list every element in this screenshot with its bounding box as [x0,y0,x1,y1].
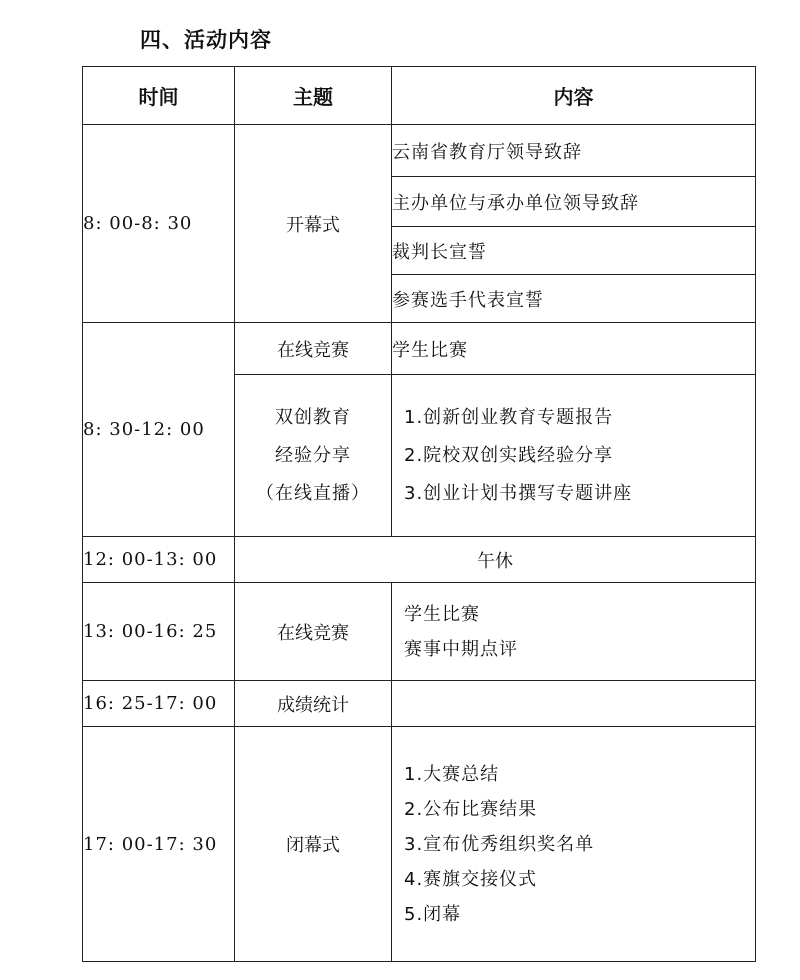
topic-cell: 在线竞赛 [235,323,392,375]
time-cell: 8: 30-12: 00 [83,323,235,537]
time-cell: 12: 00-13: 00 [83,537,235,583]
merged-cell: 午休 [235,537,756,583]
time-cell: 8: 00-8: 30 [83,125,235,323]
content-item: 2.公布比赛结果 [404,798,538,820]
content-item: 5.闭幕 [404,903,462,925]
table-row [83,727,756,962]
topic-cell: 在线竞赛 [235,583,392,681]
content-item: 3.宣布优秀组织奖名单 [404,833,595,855]
header-topic: 主题 [235,67,392,125]
time-cell: 17: 00-17: 30 [83,727,235,962]
content-item: 主办单位与承办单位领导致辞 [392,177,756,227]
schedule-table [82,66,756,962]
content-item: 2.院校双创实践经验分享 [404,444,614,466]
table-header-row [83,67,756,125]
content-item: 1.创新创业教育专题报告 [404,406,614,428]
header-content: 内容 [392,67,756,125]
topic-cell: 开幕式 [235,125,392,323]
topic-line: （在线直播） [256,482,370,504]
content-item: 裁判长宣誓 [392,227,756,275]
time-cell: 13: 00-16: 25 [83,583,235,681]
topic-cell: 成绩统计 [235,681,392,727]
content-cell-empty [392,681,756,727]
content-cell [392,375,756,537]
table-row [83,537,756,583]
content-item: 3.创业计划书撰写专题讲座 [404,482,633,504]
content-item: 1.大赛总结 [404,763,500,785]
header-time: 时间 [83,67,235,125]
time-cell: 16: 25-17: 00 [83,681,235,727]
topic-cell [235,375,392,537]
topic-cell: 闭幕式 [235,727,392,962]
section-title: 四、活动内容 [140,28,272,52]
table-row [83,583,756,681]
content-item: 云南省教育厅领导致辞 [392,125,756,177]
content-item: 学生比赛 [392,323,756,375]
topic-line: 经验分享 [275,444,351,466]
content-item: 参赛选手代表宣誓 [392,275,756,323]
table-row [83,323,756,375]
content-item: 4.赛旗交接仪式 [404,868,538,890]
content-item: 学生比赛 [404,603,480,625]
content-cell [392,727,756,962]
table-row [83,681,756,727]
table-row [83,125,756,177]
topic-line: 双创教育 [275,406,351,428]
content-cell [392,583,756,681]
content-item: 赛事中期点评 [404,638,518,660]
